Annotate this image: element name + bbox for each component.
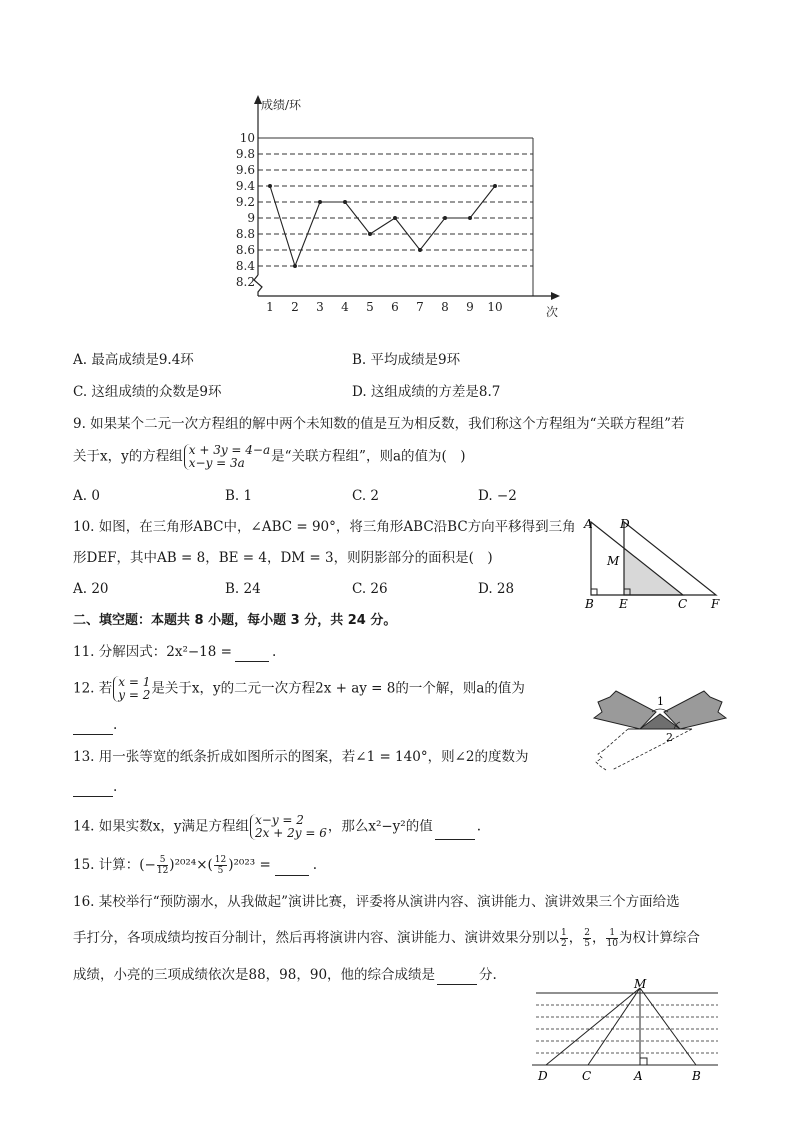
x-tick-label: 9 — [466, 300, 474, 314]
q14-eq2: 2x + 2y = 6 — [255, 826, 327, 840]
q14-pre: 14. 如果实数x，y满足方程组 — [73, 818, 250, 835]
q10-stem-line2: 形DEF，其中AB = 8，BE = 4，DM = 3，则阴影部分的面积是( ) — [73, 550, 493, 566]
y-tick-label: 9.4 — [235, 179, 255, 193]
angle2-label: 2 — [666, 731, 673, 744]
q12-answer-line — [73, 715, 117, 735]
q9-option-d: D. −2 — [478, 488, 517, 504]
q14-end: . — [476, 818, 482, 835]
y-axis-break — [254, 275, 262, 296]
q10-option-a: A. 20 — [73, 581, 109, 597]
x-tick-label: 7 — [416, 300, 424, 314]
q15-answer-blank — [275, 861, 309, 876]
q16-w2-num: 2 — [584, 928, 590, 938]
water-lines — [536, 1005, 718, 1053]
q16-l2b: 为权计算综合 — [618, 930, 700, 946]
x-tick-label: 4 — [341, 300, 349, 314]
q11-text: 11. 分解因式：2x²−18 = — [73, 644, 232, 660]
q16-stem-line2: 手打分，各项成绩均按百分制计，然后再将演讲内容、演讲能力、演讲效果分别以 $\frac{1}{2}$ ， $\frac{2}{5}$ ， $\frac{1}{10}$ 为权计算综合 — [73, 928, 700, 949]
torn-edge — [596, 750, 606, 770]
q11-answer-blank — [235, 647, 269, 662]
q15-end: . — [312, 857, 318, 873]
q11-stem — [73, 642, 276, 662]
label-d-river: D — [538, 1069, 548, 1083]
y-tick-label: 8.2 — [235, 275, 255, 289]
q10-option-b: B. 24 — [225, 581, 261, 597]
q12-pre: 12. 若 — [73, 680, 113, 697]
data-point-2 — [293, 264, 297, 268]
q9-option-a: A. 0 — [73, 488, 100, 504]
q15-post: )²⁰²³ = — [228, 857, 271, 873]
q15-frac2-num: 12 — [214, 855, 227, 865]
data-point-9 — [468, 216, 472, 220]
unfold-line-right — [612, 729, 692, 770]
q14-equation-system — [250, 814, 327, 840]
q15-fraction2 — [214, 855, 227, 876]
q14-post: ，那么x²−y²的值 — [327, 818, 433, 835]
q8-option-a: A. 最高成绩是9.4环 — [73, 352, 194, 368]
q16-answer-blank — [437, 970, 477, 985]
label-m-river: M — [634, 978, 647, 991]
q13-stem: 13. 用一张等宽的纸条折成如图所示的图案，若∠1 = 140°，则∠2的度数为 — [73, 749, 529, 765]
q15-fraction1 — [157, 855, 168, 876]
data-point-3 — [318, 200, 322, 204]
q9-option-b: B. 1 — [225, 488, 253, 504]
x-axis-label: 次 — [546, 305, 559, 319]
q16-l3end: 分. — [479, 967, 497, 983]
q10-option-d: D. 28 — [478, 581, 515, 597]
q12-stem — [73, 676, 525, 702]
y-tick-label: 8.4 — [235, 259, 255, 273]
label-c-river: C — [582, 1069, 592, 1083]
y-tick-label: 10 — [239, 131, 255, 145]
right-angle-b — [591, 589, 597, 595]
segment-mc — [588, 988, 640, 1065]
label-d: D — [620, 517, 630, 531]
x-tick-label: 3 — [316, 300, 324, 314]
x-tick-label: 5 — [366, 300, 374, 314]
data-point-8 — [443, 216, 447, 220]
q15-frac1-den: 12 — [156, 866, 169, 876]
q12-end: . — [113, 717, 118, 733]
strip-right-flap — [664, 691, 726, 729]
q12-post: 是关于x，y的二元一次方程2x + ay = 8的一个解，则a的值为 — [151, 680, 525, 697]
q16-l2a: 手打分，各项成绩均按百分制计，然后再将演讲内容、演讲能力、演讲效果分别以 — [73, 930, 559, 946]
q9-stem-line1: 9. 如果某个二元一次方程组的解中两个未知数的值是互为相反数，我们称这个方程组为“关联方程组”若 — [73, 416, 685, 432]
y-tick-label: 9 — [247, 211, 255, 225]
label-b-river: B — [692, 1069, 701, 1083]
q16-weight1 — [560, 928, 568, 949]
section2-heading: 二、填空题：本题共 8 小题，每小题 3 分，共 24 分。 — [73, 613, 397, 628]
unfold-line-left — [604, 729, 628, 750]
q16-w1-den: 2 — [561, 939, 567, 949]
folded-strip-figure — [590, 688, 730, 774]
angle1-label: 1 — [657, 695, 664, 708]
label-e: E — [619, 597, 628, 611]
q16-weight3 — [606, 928, 617, 949]
y-axis-label: 成绩/环 — [261, 98, 302, 112]
label-f: F — [711, 597, 720, 611]
q12-answer-blank — [73, 720, 113, 735]
q8-option-c: C. 这组成绩的众数是9环 — [73, 384, 222, 400]
data-point-7 — [418, 248, 422, 252]
score-line-chart — [228, 92, 568, 324]
river-triangle-figure — [528, 978, 726, 1086]
label-a: A — [584, 517, 593, 531]
q15-mid: )²⁰²⁴×( — [169, 857, 213, 873]
q9-eq2: x−y = 3a — [188, 456, 245, 470]
strip-left-flap — [594, 691, 656, 729]
q16-l3: 成绩，小亮的三项成绩依次是88，98，90，他的综合成绩是 — [73, 967, 436, 983]
q8-option-b: B. 平均成绩是9环 — [352, 352, 461, 368]
q14-stem — [73, 814, 481, 840]
q16-w3-num: 1 — [606, 928, 617, 939]
label-a-river: A — [634, 1069, 643, 1083]
label-b: B — [585, 597, 594, 611]
label-m: M — [607, 554, 620, 568]
q13-answer-blank — [73, 782, 113, 797]
q9-option-c: C. 2 — [352, 488, 380, 504]
y-tick-label: 9.6 — [235, 163, 255, 177]
y-tick-label: 9.8 — [235, 147, 255, 161]
q15-pre: 15. 计算：(− — [73, 857, 156, 873]
q9-stem-pre: 关于x，y的方程组 — [73, 448, 183, 465]
y-tick-label: 9.2 — [235, 195, 255, 209]
data-point-6 — [393, 216, 397, 220]
translation-triangle-figure — [580, 512, 730, 614]
q12-eq2: y = 2 — [118, 688, 151, 702]
q10-option-c: C. 26 — [352, 581, 388, 597]
q14-answer-blank — [435, 825, 475, 840]
data-point-4 — [343, 200, 347, 204]
shaded-region — [624, 522, 683, 595]
q9-stem-post: 是“关联方程组”，则a的值为( ) — [271, 448, 466, 465]
x-axis-arrow — [551, 292, 560, 300]
x-tick-label: 6 — [391, 300, 399, 314]
data-point-1 — [268, 184, 272, 188]
label-c: C — [678, 597, 688, 611]
x-tick-label: 1 — [266, 300, 274, 314]
q16-w2-den: 5 — [584, 939, 590, 949]
score-series-line — [270, 186, 495, 266]
q13-end: . — [113, 779, 118, 795]
right-angle-a — [640, 1058, 647, 1065]
q10-stem-line1: 10. 如图，在三角形ABC中，∠ABC = 90°，将三角形ABC沿BC方向平移得到三角 — [73, 519, 576, 535]
q16-w1-num: 1 — [561, 928, 567, 938]
y-tick-label: 8.8 — [235, 227, 255, 241]
q15-frac2-den: 5 — [217, 866, 224, 876]
data-point-5 — [368, 232, 372, 236]
q8-option-d: D. 这组成绩的方差是8.7 — [352, 384, 501, 400]
q16-stem-line3 — [73, 965, 497, 985]
q13-answer-line — [73, 777, 117, 797]
data-point-10 — [493, 184, 497, 188]
q16-weight2 — [583, 928, 591, 949]
q9-equation-system — [184, 444, 270, 470]
q15-stem — [73, 855, 317, 876]
segment-mb — [640, 988, 696, 1065]
y-tick-label: 8.6 — [235, 243, 255, 257]
q12-eq1: x = 1 — [118, 675, 151, 689]
q9-eq1: x + 3y = 4−a — [188, 443, 271, 457]
x-tick-label: 10 — [487, 300, 503, 314]
q11-end: . — [271, 644, 277, 660]
q16-w3-den: 10 — [606, 939, 618, 949]
x-tick-label: 8 — [441, 300, 449, 314]
x-tick-label: 2 — [291, 300, 299, 314]
q9-stem-line2 — [73, 444, 466, 470]
q14-eq1: x−y = 2 — [255, 813, 304, 827]
q12-equation-system — [113, 676, 150, 702]
segment-md — [546, 988, 640, 1065]
q15-frac1-num: 5 — [157, 855, 168, 866]
q16-stem-line1: 16. 某校举行“预防溺水，从我做起”演讲比赛，评委将从演讲内容、演讲能力、演讲效果三个方面给选 — [73, 894, 680, 910]
